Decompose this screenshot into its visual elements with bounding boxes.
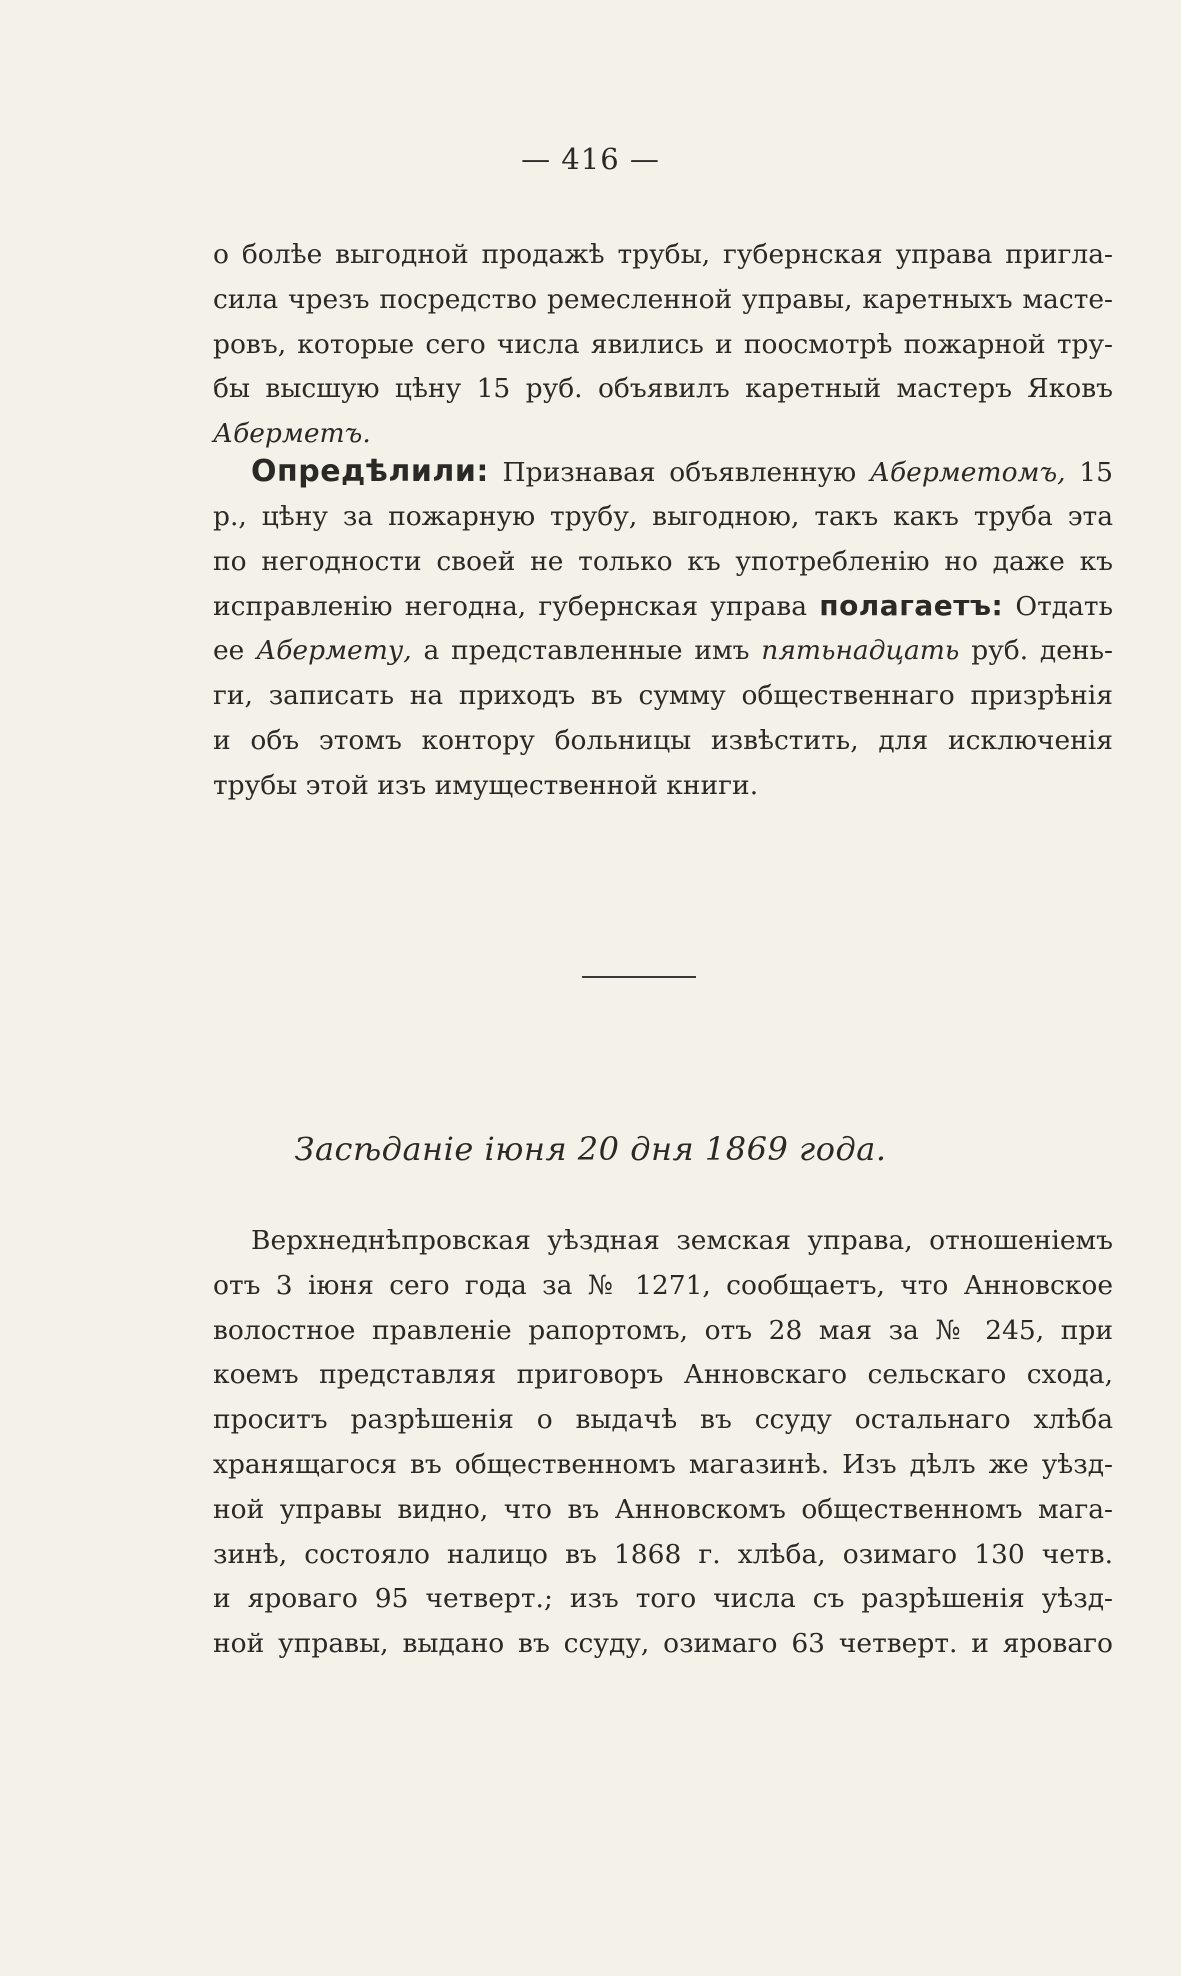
sum-word: пятьнадцать <box>761 635 960 667</box>
text-span: руб. день- <box>971 635 1113 667</box>
text-line: трубы этой изъ имущественной книги. <box>213 769 759 801</box>
text-span: а представленные имъ <box>423 635 750 667</box>
text-span: ее <box>213 635 245 667</box>
text-line: Аберметъ. <box>213 418 371 450</box>
text-span: 15 <box>1079 457 1113 488</box>
section-heading: Засѣданіе іюня 20 дня 1869 года. <box>294 1130 887 1168</box>
text-line: ной управы видно, что въ Анновскомъ общественномъ мага- <box>213 1493 1113 1525</box>
paragraph-3 <box>213 1219 1113 1667</box>
emphasis-word: полагаетъ: <box>819 589 1004 623</box>
text-line: отъ 3 іюня сего года за № 1271, сообщаетъ, что Анновское <box>213 1269 1113 1301</box>
text-line: и объ этомъ контору больницы извѣстить, для исключенія <box>213 724 1113 756</box>
text-line: Верхнеднѣпровская уѣздная земская управа, отношеніемъ <box>251 1225 1113 1256</box>
text-span: Отдать <box>1015 591 1113 623</box>
text-line <box>213 629 1113 674</box>
text-line: ги, записать на приходъ въ сумму общественнаго призрѣнія <box>213 679 1113 711</box>
resolution-lead: Опредѣлили: <box>251 454 489 489</box>
person-name: Аберметомъ, <box>869 457 1066 488</box>
text-line: проситъ разрѣшенія о выдачѣ въ ссуду остальнаго хлѣба <box>213 1404 1113 1436</box>
text-line: бы высшую цѣну 15 руб. объявилъ каретный мастеръ Яковъ <box>213 373 1113 405</box>
person-name: Абермету, <box>256 635 412 667</box>
text-line: волостное правленіе рапортомъ, отъ 28 мая за № 245, при <box>213 1314 1113 1346</box>
paragraph-1 <box>213 233 1113 457</box>
text-line: коемъ представляя приговоръ Анновскаго сельскаго схода, <box>213 1359 1113 1391</box>
section-divider <box>582 976 696 978</box>
text-line: ровъ, которые сего числа явились и поосмотрѣ пожарной тру- <box>213 328 1113 360</box>
text-span: Признавая объявленную <box>502 457 857 488</box>
text-line: р., цѣну за пожарную трубу, выгодною, такъ какъ труба эта <box>213 500 1113 532</box>
text-line: о болѣе выгодной продажѣ трубы, губернская управа пригла- <box>213 239 1113 270</box>
page-number: — 416 — <box>521 142 660 176</box>
text-line: по негодности своей не только къ употребленію но даже къ <box>213 545 1113 577</box>
text-span: исправленію негодна, губернская управа <box>213 591 807 623</box>
text-line: ной управы, выдано въ ссуду, озимаго 63 четверт. и яроваго <box>213 1628 1113 1660</box>
text-line <box>213 584 1113 629</box>
text-line: сила чрезъ посредство ремесленной управы, каретныхъ масте- <box>213 283 1113 315</box>
text-line <box>213 450 1113 495</box>
text-line: хранящагося въ общественномъ магазинѣ. Изъ дѣлъ же уѣзд- <box>213 1448 1113 1480</box>
text-line: зинѣ, состояло налицо въ 1868 г. хлѣба, озимаго 130 четв. <box>213 1538 1113 1570</box>
text-line: и яроваго 95 четверт.; изъ того числа съ разрѣшенія уѣзд- <box>213 1583 1113 1615</box>
paragraph-2 <box>213 450 1113 808</box>
